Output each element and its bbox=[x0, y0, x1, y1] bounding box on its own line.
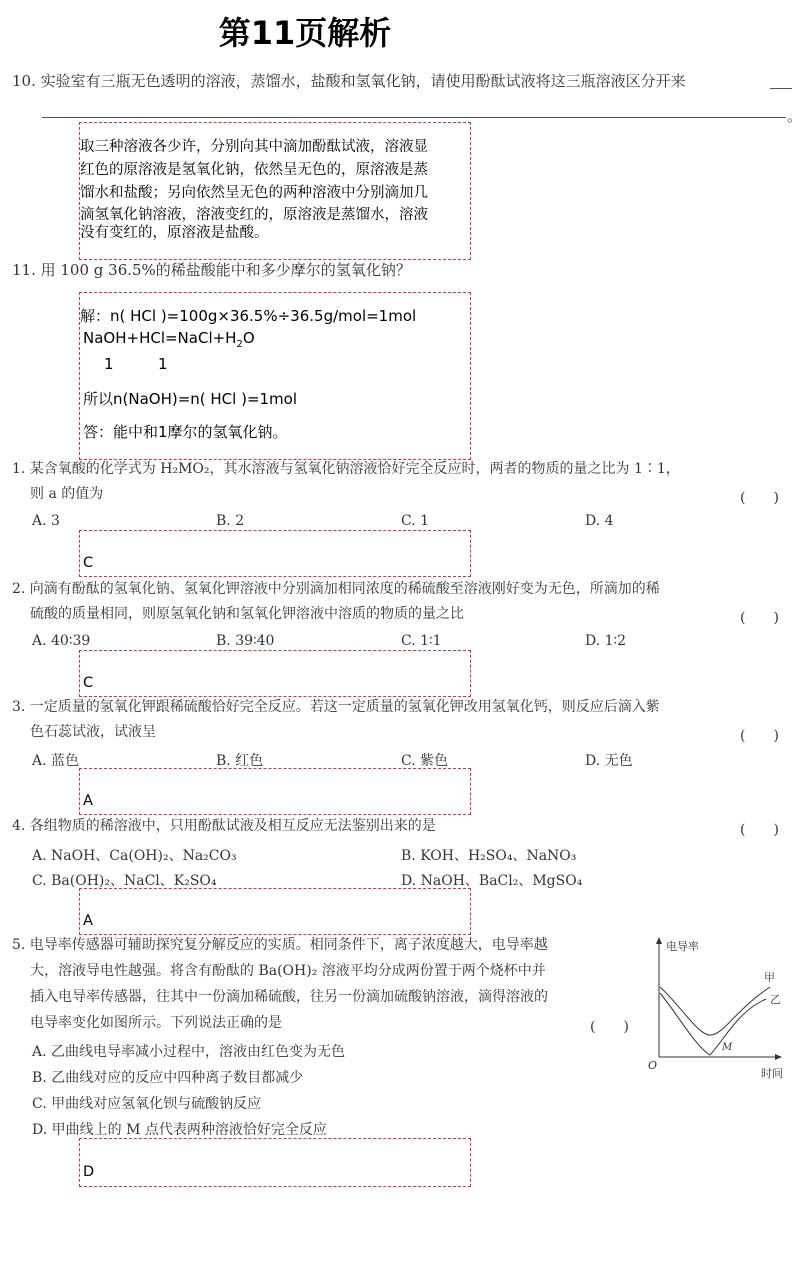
answer-line: 没有变红的，原溶液是盐酸。 bbox=[80, 225, 269, 241]
answer-choice: C bbox=[83, 555, 94, 571]
option-a: A. 3 bbox=[32, 513, 60, 529]
option-a: A. 乙曲线电导率减小过程中，溶液由红色变为无色 bbox=[32, 1044, 346, 1060]
mc3-stem: 3. 一定质量的氢氧化钾跟稀硫酸恰好完全反应。若这一定质量的氢氧化钾改用氢氧化钙，则反应后滴入紫 bbox=[12, 699, 660, 715]
answer-box-mc5 bbox=[79, 1138, 471, 1187]
ratio-value: 1 bbox=[158, 355, 168, 373]
curve-jia bbox=[660, 987, 770, 1035]
conductivity-graph bbox=[640, 935, 790, 1085]
curve-yi-label: 乙 bbox=[770, 993, 781, 1006]
question-11-text: 11. 用 100 g 36.5%的稀盐酸能中和多少摩尔的氢氧化钠？ bbox=[12, 261, 411, 279]
option-c: C. 1 bbox=[401, 513, 430, 529]
answer-choice: D bbox=[83, 1164, 95, 1180]
option-b: B. 39∶40 bbox=[216, 633, 275, 649]
equation-text: NaOH+HCl=NaCl+H bbox=[83, 329, 237, 347]
answer-box-mc3 bbox=[79, 768, 471, 815]
ratio-value: 1 bbox=[104, 355, 114, 373]
answer-line: 答：能中和1摩尔的氢氧化钠。 bbox=[83, 423, 288, 441]
option-b: B. 红色 bbox=[216, 753, 264, 769]
page-title: 第11页解析 bbox=[218, 14, 392, 52]
answer-box-q11 bbox=[79, 292, 471, 460]
point-m-label: M bbox=[722, 1042, 733, 1053]
answer-paren: ( ) bbox=[740, 822, 779, 838]
x-axis-arrow bbox=[775, 1054, 782, 1060]
answer-box-mc4 bbox=[79, 888, 471, 935]
answer-box-mc1 bbox=[79, 530, 471, 577]
option-d: D. 1∶2 bbox=[585, 633, 627, 649]
option-c: C. 1∶1 bbox=[401, 633, 442, 649]
answer-line: 取三种溶液各少许，分别向其中滴加酚酞试液，溶液显 bbox=[80, 139, 428, 155]
mc5-stem: 插入电导率传感器，往其中一份滴加稀硫酸，往另一份滴加硫酸钠溶液，滴得溶液的 bbox=[30, 989, 548, 1005]
answer-choice: A bbox=[83, 793, 93, 809]
option-a: A. NaOH、Ca(OH)₂、Na₂CO₃ bbox=[32, 848, 237, 864]
question-10-text: 10. 实验室有三瓶无色透明的溶液，蒸馏水，盐酸和氢氧化钠，请使用酚酞试液将这三瓶溶液区分开来 bbox=[12, 72, 686, 90]
curve-jia-label: 甲 bbox=[764, 971, 775, 984]
option-c: C. 甲曲线对应氢氧化钡与硫酸钠反应 bbox=[32, 1096, 262, 1112]
chemical-equation bbox=[83, 329, 255, 350]
mc1-stem: 则 a 的值为 bbox=[30, 486, 104, 502]
mc3-stem: 色石蕊试液，试液呈 bbox=[30, 724, 156, 740]
graph-origin: O bbox=[648, 1059, 658, 1072]
option-b: B. KOH、H₂SO₄、NaNO₃ bbox=[401, 848, 577, 864]
option-d: D. 4 bbox=[585, 513, 614, 529]
equation-text: O bbox=[242, 329, 255, 347]
answer-blank-line bbox=[42, 117, 786, 118]
option-d: D. 甲曲线上的 M 点代表两种溶液恰好完全反应 bbox=[32, 1122, 327, 1138]
mc2-stem: 2. 向滴有酚酞的氢氧化钠、氢氧化钾溶液中分别滴加相同浓度的稀硫酸至溶液刚好变为无色，所滴加的稀 bbox=[12, 581, 660, 597]
mc1-stem: 1. 某含氧酸的化学式为 H₂MO₂，其水溶液与氢氧化钠溶液恰好完全反应时，两者的物质的量之比为 1∶1， bbox=[12, 461, 680, 477]
mc5-stem: 大，溶液导电性越强。将含有酚酞的 Ba(OH)₂ 溶液平均分成两份置于两个烧杯中并 bbox=[30, 963, 546, 979]
answer-line: 红色的原溶液是氢氧化钠，依然呈无色的，原溶液是蒸 bbox=[80, 162, 428, 178]
answer-line: 馏水和盐酸；另向依然呈无色的两种溶液中分别滴加几 bbox=[80, 185, 428, 201]
question-10-end-mark: 。 bbox=[787, 107, 802, 125]
option-b: B. 乙曲线对应的反应中四种离子数目都减少 bbox=[32, 1070, 304, 1086]
answer-paren: ( ) bbox=[740, 490, 779, 506]
answer-paren: ( ) bbox=[740, 728, 779, 744]
mc2-stem: 硫酸的质量相同，则原氢氧化钠和氢氧化钾溶液中溶质的物质的量之比 bbox=[30, 606, 464, 622]
answer-choice: C bbox=[83, 675, 94, 691]
answer-paren: ( ) bbox=[590, 1019, 629, 1035]
graph-ylabel: 电导率 bbox=[666, 940, 699, 953]
equation-subscript: 2 bbox=[236, 339, 243, 350]
answer-choice: A bbox=[83, 913, 93, 929]
option-a: A. 蓝色 bbox=[32, 753, 80, 769]
graph-xlabel: 时间 bbox=[761, 1067, 783, 1080]
y-axis-arrow bbox=[656, 937, 662, 944]
answer-box-mc2 bbox=[79, 650, 471, 697]
option-c: C. Ba(OH)₂、NaCl、K₂SO₄ bbox=[32, 873, 217, 889]
option-a: A. 40∶39 bbox=[32, 633, 91, 649]
option-c: C. 紫色 bbox=[401, 753, 449, 769]
answer-paren: ( ) bbox=[740, 610, 779, 626]
answer-blank-line bbox=[770, 88, 792, 89]
option-b: B. 2 bbox=[216, 513, 245, 529]
mc4-stem: 4. 各组物质的稀溶液中，只用酚酞试液及相互反应无法鉴别出来的是 bbox=[12, 818, 436, 834]
answer-line: 滴氢氧化钠溶液，溶液变红的，原溶液是蒸馏水，溶液 bbox=[80, 207, 428, 223]
option-d: D. NaOH、BaCl₂、MgSO₄ bbox=[401, 873, 583, 889]
answer-line: 解：n( HCl )=100g×36.5%÷36.5g/mol=1mol bbox=[80, 307, 417, 325]
mc5-stem: 5. 电导率传感器可辅助探究复分解反应的实质。相同条件下，离子浓度越大，电导率越 bbox=[12, 937, 548, 953]
option-d: D. 无色 bbox=[585, 753, 633, 769]
answer-line: 所以n(NaOH)=n( HCl )=1mol bbox=[83, 390, 298, 408]
mc5-stem: 电导率变化如图所示。下列说法正确的是 bbox=[30, 1015, 282, 1031]
answer-box-q10 bbox=[79, 122, 471, 260]
